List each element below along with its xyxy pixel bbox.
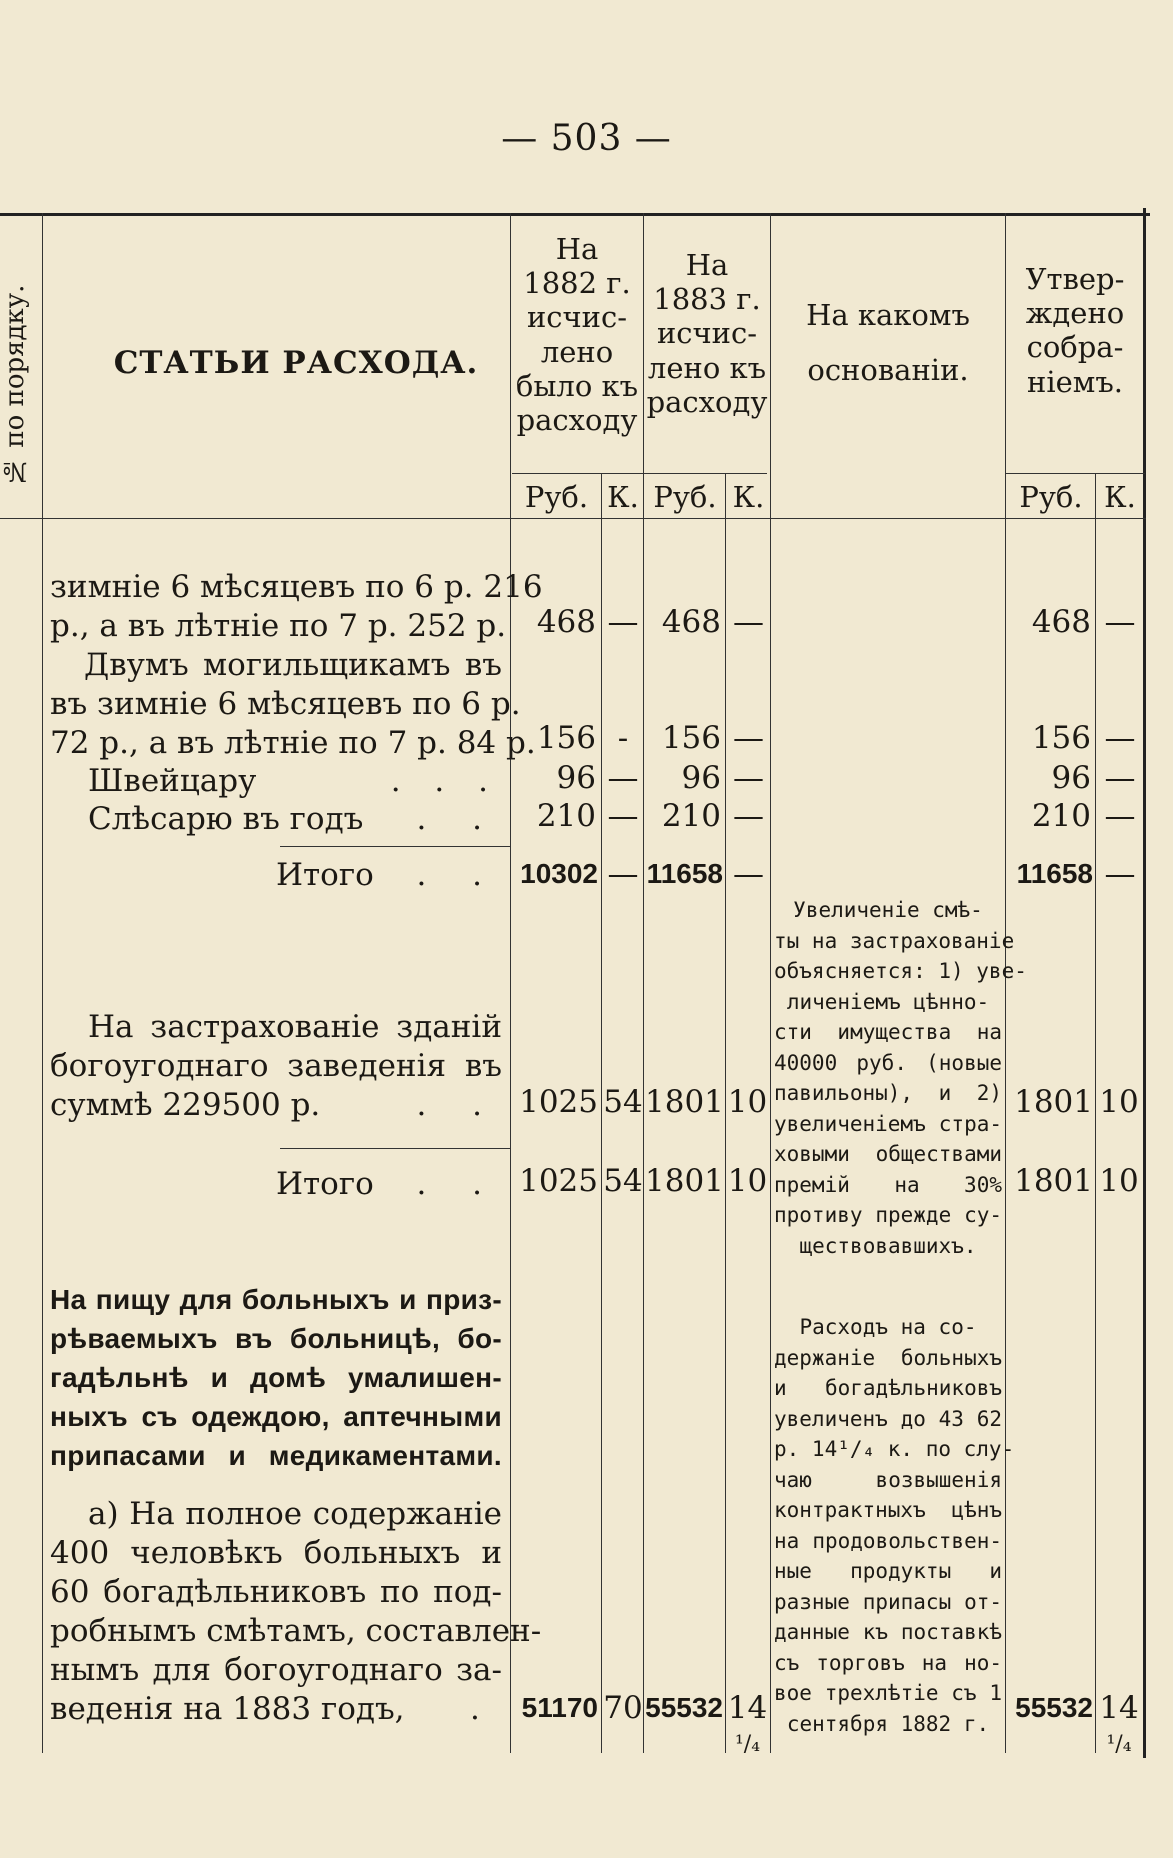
row2-kop-1882: - xyxy=(617,720,629,756)
total1-kop-approved: — xyxy=(1104,856,1136,892)
total1-kop-1883: — xyxy=(733,856,764,892)
table-right-border xyxy=(1143,208,1146,1758)
header-1882: На 1882 г. исчис- лено было къ расходу xyxy=(515,232,639,438)
page-number: — 503 — xyxy=(501,118,672,159)
row3-kop-1882: — xyxy=(607,760,639,796)
subtotal-rule-1 xyxy=(280,846,510,847)
row4-rub-approved: 210 xyxy=(1031,798,1091,834)
unit-kop-approved: К. xyxy=(1104,480,1136,514)
insurance-line1: На застрахованіе зданій xyxy=(88,1009,502,1045)
insurance-kop-1882: 54 xyxy=(603,1084,643,1120)
food-heading-line5: припасами и медикаментами. xyxy=(50,1440,502,1471)
food-heading-line3: гадѣльнѣ и домѣ умалишен- xyxy=(50,1362,502,1393)
row3-dots: . . . xyxy=(390,763,500,799)
header-unit-divider-left xyxy=(512,473,767,474)
header-bottom-border xyxy=(0,518,1146,519)
food-a-kop-1883: 14 xyxy=(727,1690,768,1726)
total2-label: Итого xyxy=(276,1166,374,1202)
insurance-kop-1883: 10 xyxy=(727,1084,768,1120)
food-a-line1: а) На полное содержаніе xyxy=(88,1496,502,1532)
food-a-kop-approved: 14 xyxy=(1099,1690,1139,1726)
row1-kop-1883: — xyxy=(733,604,764,640)
total2-kop-1882: 54 xyxy=(603,1163,643,1199)
row1-kop-1882: — xyxy=(607,604,639,640)
subtotal-rule-2 xyxy=(280,1148,510,1149)
row1-kop-approved: — xyxy=(1104,604,1136,640)
row1-line2: р., а въ лѣтніе по 7 р. 252 р. xyxy=(50,608,507,644)
unit-rub-1883: Руб. xyxy=(653,480,717,514)
total1-label: Итого xyxy=(276,857,374,893)
total1-dots: . . xyxy=(416,857,500,893)
total2-rub-1882: 1025 xyxy=(519,1163,598,1199)
food-a-rub-1882: 51170 xyxy=(521,1692,598,1723)
food-a-line2: 400 человѣкъ больныхъ и xyxy=(50,1535,502,1571)
header-basis: На какомъ основаніи. xyxy=(806,298,970,388)
total2-kop-1883: 10 xyxy=(727,1163,768,1199)
row3-kop-approved: — xyxy=(1104,760,1136,796)
food-a-line6: веденія на 1883 годъ, xyxy=(50,1691,405,1727)
row1-line1: зимніе 6 мѣсяцевъ по 6 р. 216 xyxy=(50,569,543,605)
insurance-kop-approved: 10 xyxy=(1099,1084,1139,1120)
col-divider-1883 xyxy=(643,213,644,1753)
unit-rub-1882: Руб. xyxy=(524,480,589,514)
food-a-line3: 60 богадѣльниковъ по под- xyxy=(50,1574,502,1610)
food-a-rub-approved: 55532 xyxy=(1015,1692,1093,1723)
row3-rub-1883: 96 xyxy=(681,760,721,796)
row4-rub-1883: 210 xyxy=(661,798,721,834)
food-a-line5: нымъ для богоугоднаго за- xyxy=(50,1652,502,1688)
insurance-rub-approved: 1801 xyxy=(1014,1084,1093,1120)
food-a-rub-1883: 55532 xyxy=(645,1692,723,1723)
total1-rub-1883: 11658 xyxy=(646,858,723,889)
row4-kop-approved: — xyxy=(1104,798,1136,834)
note-insurance: Увеличеніе смѣ- ты на застрахованіе объясняется: 1) уве- личеніемъ цѣнно- сти имущества на 40000 руб. (новые павильоны), и 2) увеличеніемъ стра- ховыми обществами премій на 30% противу прежде су- ществовавшихъ. xyxy=(774,898,1027,1258)
food-a-dot: . xyxy=(470,1691,480,1727)
total1-kop-1882: — xyxy=(607,856,639,892)
col-divider-articles xyxy=(510,213,511,1753)
food-heading-line1: На пищу для больныхъ и приз- xyxy=(50,1284,502,1315)
header-approved: Утвер- ждено собра- ніемъ. xyxy=(1025,262,1125,399)
food-a-kop-1882: 70 xyxy=(603,1690,643,1726)
total1-rub-1882: 10302 xyxy=(520,858,598,889)
total2-kop-approved: 10 xyxy=(1099,1163,1139,1199)
total2-rub-1883: 1801 xyxy=(645,1163,724,1199)
header-unit-divider-right xyxy=(1005,473,1145,474)
row4-kop-1883: — xyxy=(733,798,764,834)
total2-rub-approved: 1801 xyxy=(1014,1163,1093,1199)
note-food: Расходъ на со- держаніе больныхъ и богадѣльниковъ увеличенъ до 43 62 р. 14¹/₄ к. по слу- чаю возвышенія контрактныхъ цѣнъ на продовольствен- ные продукты и разные припасы от- данные къ поставкѣ съ торговъ на но- вое трехлѣтіе съ 1 сентября 1882 г. xyxy=(774,1315,1015,1736)
row4-rub-1882: 210 xyxy=(536,798,596,834)
total1-rub-approved: 11658 xyxy=(1016,858,1093,889)
row2-line3: 72 р., а въ лѣтніе по 7 р. 84 р. xyxy=(50,725,536,761)
row3-rub-approved: 96 xyxy=(1051,760,1091,796)
food-heading-line4: ныхъ съ одеждою, аптечными xyxy=(50,1401,502,1432)
row1-rub-approved: 468 xyxy=(1031,604,1091,640)
unit-kop-1883: К. xyxy=(732,480,765,514)
col-divider-num xyxy=(42,213,43,1753)
row2-rub-1883: 156 xyxy=(661,720,721,756)
row3-rub-1882: 96 xyxy=(556,760,596,796)
header-articles: СТАТЬИ РАСХОДА. xyxy=(113,345,479,381)
col-divider-approved xyxy=(1005,213,1006,1753)
row2-kop-1883: — xyxy=(733,720,764,756)
total2-dots: . . xyxy=(416,1166,500,1202)
unit-kop-1882: К. xyxy=(607,480,639,514)
row4-dots: . . xyxy=(416,801,500,837)
food-heading-line2: рѣваемыхъ въ больницѣ, бо- xyxy=(50,1323,502,1354)
row1-rub-1883: 468 xyxy=(661,604,721,640)
header-number: № по порядку. xyxy=(0,284,30,486)
insurance-rub-1883: 1801 xyxy=(645,1084,724,1120)
row3-label: Швейцару xyxy=(88,763,257,799)
row4-label: Слѣсарю въ годъ xyxy=(88,801,364,837)
row2-rub-approved: 156 xyxy=(1031,720,1091,756)
row1-rub-1882: 468 xyxy=(536,604,596,640)
food-a-kop-1883-fraction: ¹/₄ xyxy=(734,1732,761,1757)
col-divider-basis xyxy=(770,213,771,1753)
unit-rub-approved: Руб. xyxy=(1019,480,1083,514)
row4-kop-1882: — xyxy=(607,798,639,834)
table-top-border xyxy=(0,213,1150,216)
header-1883: На 1883 г. исчис- лено къ расходу xyxy=(646,248,768,419)
insurance-line2: богоугоднаго заведенія въ xyxy=(50,1048,502,1084)
row3-kop-1883: — xyxy=(733,760,764,796)
food-a-kop-approved-fraction: ¹/₄ xyxy=(1106,1732,1132,1757)
row2-rub-1882: 156 xyxy=(536,720,596,756)
food-a-line4: робнымъ смѣтамъ, составлен- xyxy=(50,1613,542,1649)
insurance-dots: . . xyxy=(416,1087,500,1123)
row2-line2: въ зимніе 6 мѣсяцевъ по 6 р. xyxy=(50,686,521,722)
row2-kop-approved: — xyxy=(1104,720,1136,756)
insurance-rub-1882: 1025 xyxy=(519,1084,598,1120)
insurance-line3: суммѣ 229500 р. xyxy=(50,1087,321,1123)
row2-line1: Двумъ могильщикамъ въ xyxy=(84,647,502,683)
